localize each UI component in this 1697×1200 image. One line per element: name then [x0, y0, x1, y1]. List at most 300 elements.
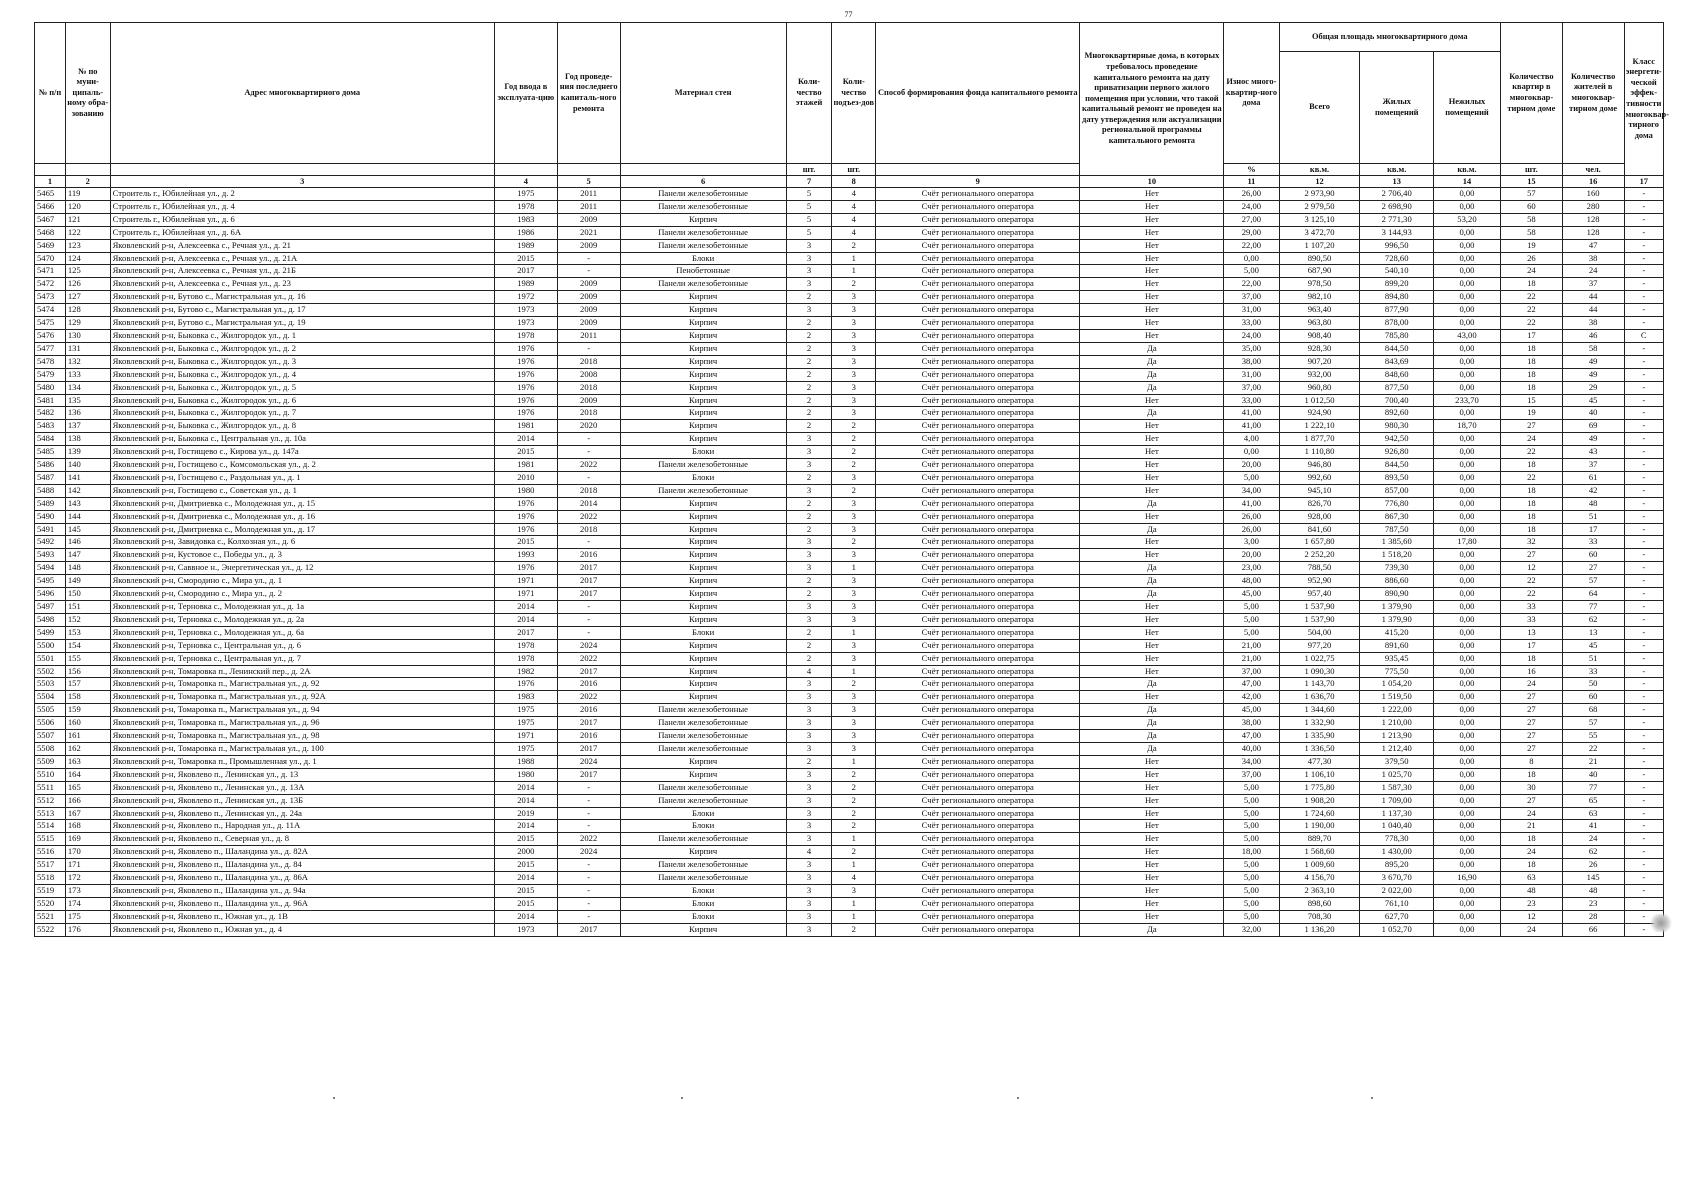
cell-floors: 3 [786, 252, 832, 265]
cell-area-nonliving: 0,00 [1433, 717, 1500, 730]
cell-energy-class: - [1624, 872, 1664, 885]
cell-floors: 3 [786, 265, 832, 278]
cell-year-built: 2014 [494, 433, 557, 446]
cell-address: Яковлевский р-н, Гостищево с., Советская ул., д. 1 [110, 484, 494, 497]
cell-address: Яковлевский р-н, Гостищево с., Раздольная ул., д. 1 [110, 471, 494, 484]
cell-area-total: 960,80 [1279, 381, 1360, 394]
cell-address: Яковлевский р-н, Быковка с., Жилгородок ул., д. 2 [110, 342, 494, 355]
cell-fund-method: Счёт регионального оператора [876, 884, 1080, 897]
cell-entrances: 2 [832, 820, 876, 833]
cell-year-repair: 2024 [557, 639, 620, 652]
cell-fund-method: Счёт регионального оператора [876, 549, 1080, 562]
cell-privatization-repair: Нет [1080, 626, 1224, 639]
cell-entrances: 3 [832, 691, 876, 704]
table-row [35, 872, 1664, 885]
cell-address: Яковлевский р-н, Быковка с., Жилгородок ул., д. 1 [110, 329, 494, 342]
cell-mun-number: 162 [65, 742, 110, 755]
cell-year-built: 1976 [494, 407, 557, 420]
cell-area-living: 892,60 [1360, 407, 1433, 420]
cell-mun-number: 139 [65, 446, 110, 459]
cell-residents: 47 [1562, 239, 1624, 252]
cell-fund-method: Счёт регионального оператора [876, 342, 1080, 355]
cell-residents: 38 [1562, 317, 1624, 330]
cell-area-living: 1 212,40 [1360, 742, 1433, 755]
cell-year-repair: 2008 [557, 368, 620, 381]
cell-mun-number: 143 [65, 497, 110, 510]
cell-energy-class: - [1624, 188, 1664, 201]
cell-address: Яковлевский р-н, Завидовка с., Колхозная ул., д. 6 [110, 536, 494, 549]
cell-floors: 2 [786, 575, 832, 588]
cell-wear-percent: 5,00 [1224, 910, 1279, 923]
cell-address: Яковлевский р-н, Дмитриевка с., Молодежная ул., д. 15 [110, 497, 494, 510]
cell-apartments: 18 [1501, 497, 1563, 510]
cell-area-living: 926,80 [1360, 446, 1433, 459]
cell-floors: 3 [786, 730, 832, 743]
cell-wall-material: Панели железобетонные [620, 781, 786, 794]
cell-floors: 5 [786, 200, 832, 213]
cell-area-total: 3 472,70 [1279, 226, 1360, 239]
cell-entrances: 2 [832, 923, 876, 936]
cell-wear-percent: 37,00 [1224, 768, 1279, 781]
cell-privatization-repair: Нет [1080, 691, 1224, 704]
cell-year-repair: 2016 [557, 704, 620, 717]
table-row [35, 265, 1664, 278]
cell-address: Яковлевский р-н, Томаровка п., Магистральная ул., д. 92 [110, 678, 494, 691]
cell-wear-percent: 5,00 [1224, 807, 1279, 820]
cell-year-built: 1975 [494, 188, 557, 201]
table-row [35, 794, 1664, 807]
cell-floors: 3 [786, 536, 832, 549]
cell-residents: 37 [1562, 278, 1624, 291]
cell-energy-class: - [1624, 368, 1664, 381]
cell-area-living: 886,60 [1360, 575, 1433, 588]
cell-entrances: 1 [832, 897, 876, 910]
cell-area-nonliving: 0,00 [1433, 562, 1500, 575]
cell-wear-percent: 22,00 [1224, 278, 1279, 291]
cell-row-index: 5510 [35, 768, 66, 781]
cell-area-total: 978,50 [1279, 278, 1360, 291]
table-row [35, 381, 1664, 394]
cell-area-living: 778,30 [1360, 833, 1433, 846]
cell-area-nonliving: 0,00 [1433, 433, 1500, 446]
cell-year-built: 1976 [494, 381, 557, 394]
cell-year-repair: 2017 [557, 742, 620, 755]
scan-speck [1371, 1097, 1373, 1099]
cell-row-index: 5468 [35, 226, 66, 239]
cell-row-index: 5500 [35, 639, 66, 652]
cell-address: Строитель г., Юбилейная ул., д. 2 [110, 188, 494, 201]
cell-year-built: 1975 [494, 717, 557, 730]
table-row [35, 601, 1664, 614]
cell-wall-material: Кирпич [620, 639, 786, 652]
cell-address: Яковлевский р-н, Яковлево п., Ленинская ул., д. 13Б [110, 794, 494, 807]
cell-privatization-repair: Нет [1080, 781, 1224, 794]
cell-entrances: 2 [832, 768, 876, 781]
unit-area-total: кв.м. [1279, 164, 1360, 176]
cell-residents: 40 [1562, 768, 1624, 781]
cell-wear-percent: 27,00 [1224, 213, 1279, 226]
cell-entrances: 2 [832, 781, 876, 794]
cell-area-total: 3 125,10 [1279, 213, 1360, 226]
table-row [35, 394, 1664, 407]
cell-entrances: 3 [832, 329, 876, 342]
cell-energy-class: - [1624, 755, 1664, 768]
cell-floors: 3 [786, 820, 832, 833]
cell-floors: 2 [786, 329, 832, 342]
cell-area-nonliving: 0,00 [1433, 755, 1500, 768]
cell-year-built: 1983 [494, 213, 557, 226]
cell-floors: 2 [786, 652, 832, 665]
cell-year-built: 1978 [494, 652, 557, 665]
cell-floors: 2 [786, 497, 832, 510]
cell-apartments: 18 [1501, 768, 1563, 781]
cell-apartments: 27 [1501, 730, 1563, 743]
cell-area-living: 942,50 [1360, 433, 1433, 446]
cell-residents: 48 [1562, 497, 1624, 510]
table-row [35, 368, 1664, 381]
table-row [35, 239, 1664, 252]
cell-address: Яковлевский р-н, Терновка с., Центральная ул., д. 6 [110, 639, 494, 652]
cell-floors: 3 [786, 446, 832, 459]
cell-fund-method: Счёт регионального оператора [876, 510, 1080, 523]
cell-fund-method: Счёт регионального оператора [876, 755, 1080, 768]
cell-address: Строитель г., Юбилейная ул., д. 4 [110, 200, 494, 213]
cell-address: Яковлевский р-н, Томаровка п., Магистральная ул., д. 92А [110, 691, 494, 704]
cell-wall-material: Кирпич [620, 613, 786, 626]
cell-energy-class: - [1624, 265, 1664, 278]
cell-area-nonliving: 0,00 [1433, 665, 1500, 678]
table-body [35, 188, 1664, 937]
cell-privatization-repair: Нет [1080, 768, 1224, 781]
unit-entrances: шт. [832, 164, 876, 176]
cell-area-total: 963,80 [1279, 317, 1360, 330]
cell-year-repair: - [557, 601, 620, 614]
cell-privatization-repair: Нет [1080, 239, 1224, 252]
cell-apartments: 48 [1501, 884, 1563, 897]
cell-area-total: 1 110,80 [1279, 446, 1360, 459]
cell-mun-number: 128 [65, 304, 110, 317]
cell-mun-number: 133 [65, 368, 110, 381]
table-row [35, 433, 1664, 446]
cell-area-living: 1 519,50 [1360, 691, 1433, 704]
cell-privatization-repair: Да [1080, 730, 1224, 743]
cell-mun-number: 176 [65, 923, 110, 936]
cell-area-living: 1 379,90 [1360, 613, 1433, 626]
cell-area-total: 977,20 [1279, 639, 1360, 652]
cell-year-built: 1981 [494, 459, 557, 472]
cell-area-living: 379,50 [1360, 755, 1433, 768]
cell-area-nonliving: 0,00 [1433, 575, 1500, 588]
cell-wall-material: Блоки [620, 897, 786, 910]
cell-area-total: 963,40 [1279, 304, 1360, 317]
table-row [35, 923, 1664, 936]
cell-year-built: 1976 [494, 355, 557, 368]
cell-residents: 145 [1562, 872, 1624, 885]
cell-mun-number: 149 [65, 575, 110, 588]
scan-smudge [1648, 914, 1674, 932]
cell-wall-material: Кирпич [620, 575, 786, 588]
cell-energy-class: - [1624, 678, 1664, 691]
cell-row-index: 5474 [35, 304, 66, 317]
cell-wall-material: Кирпич [620, 355, 786, 368]
cell-entrances: 3 [832, 717, 876, 730]
cell-privatization-repair: Нет [1080, 665, 1224, 678]
cell-area-nonliving: 0,00 [1433, 730, 1500, 743]
cell-year-repair: 2009 [557, 304, 620, 317]
cell-area-nonliving: 0,00 [1433, 897, 1500, 910]
cell-fund-method: Счёт регионального оператора [876, 252, 1080, 265]
cell-year-built: 2014 [494, 613, 557, 626]
cell-area-total: 1 344,60 [1279, 704, 1360, 717]
cell-address: Яковлевский р-н, Быковка с., Центральная ул., д. 10а [110, 433, 494, 446]
cell-area-nonliving: 0,00 [1433, 588, 1500, 601]
cell-area-nonliving: 0,00 [1433, 200, 1500, 213]
cell-area-nonliving: 0,00 [1433, 484, 1500, 497]
cell-fund-method: Счёт регионального оператора [876, 639, 1080, 652]
column-number: 11 [1224, 176, 1279, 188]
cell-year-repair: 2022 [557, 691, 620, 704]
cell-wear-percent: 5,00 [1224, 872, 1279, 885]
cell-wall-material: Кирпич [620, 549, 786, 562]
cell-privatization-repair: Да [1080, 562, 1224, 575]
cell-area-nonliving: 0,00 [1433, 497, 1500, 510]
cell-area-nonliving: 0,00 [1433, 381, 1500, 394]
unit-floors: шт. [786, 164, 832, 176]
cell-mun-number: 150 [65, 588, 110, 601]
cell-floors: 3 [786, 833, 832, 846]
cell-area-living: 776,80 [1360, 497, 1433, 510]
cell-mun-number: 125 [65, 265, 110, 278]
cell-year-repair: - [557, 884, 620, 897]
cell-year-repair: 2018 [557, 523, 620, 536]
cell-apartments: 18 [1501, 833, 1563, 846]
cell-fund-method: Счёт регионального оператора [876, 872, 1080, 885]
cell-area-total: 1 537,90 [1279, 601, 1360, 614]
cell-year-repair: 2022 [557, 459, 620, 472]
cell-area-living: 627,70 [1360, 910, 1433, 923]
cell-fund-method: Счёт регионального оператора [876, 368, 1080, 381]
cell-entrances: 1 [832, 665, 876, 678]
cell-floors: 2 [786, 626, 832, 639]
cell-wall-material: Панели железобетонные [620, 704, 786, 717]
cell-area-total: 2 252,20 [1279, 549, 1360, 562]
cell-area-nonliving: 0,00 [1433, 317, 1500, 330]
cell-wear-percent: 32,00 [1224, 923, 1279, 936]
cell-area-nonliving: 0,00 [1433, 613, 1500, 626]
cell-mun-number: 141 [65, 471, 110, 484]
cell-fund-method: Счёт регионального оператора [876, 613, 1080, 626]
cell-wall-material: Кирпич [620, 407, 786, 420]
cell-wear-percent: 29,00 [1224, 226, 1279, 239]
cell-residents: 65 [1562, 794, 1624, 807]
cell-residents: 33 [1562, 536, 1624, 549]
cell-wall-material: Панели железобетонные [620, 833, 786, 846]
cell-mun-number: 126 [65, 278, 110, 291]
cell-entrances: 3 [832, 704, 876, 717]
cell-year-built: 1973 [494, 923, 557, 936]
cell-row-index: 5492 [35, 536, 66, 549]
cell-area-living: 1 213,90 [1360, 730, 1433, 743]
table-row [35, 833, 1664, 846]
cell-row-index: 5479 [35, 368, 66, 381]
cell-mun-number: 168 [65, 820, 110, 833]
cell-mun-number: 173 [65, 884, 110, 897]
cell-wear-percent: 5,00 [1224, 781, 1279, 794]
cell-energy-class: C [1624, 329, 1664, 342]
cell-mun-number: 155 [65, 652, 110, 665]
cell-entrances: 3 [832, 652, 876, 665]
cell-residents: 50 [1562, 678, 1624, 691]
table-row [35, 407, 1664, 420]
cell-area-nonliving: 0,00 [1433, 355, 1500, 368]
cell-apartments: 24 [1501, 846, 1563, 859]
cell-fund-method: Счёт регионального оператора [876, 807, 1080, 820]
cell-address: Яковлевский р-н, Яковлево п., Шаландина ул., д. 82А [110, 846, 494, 859]
column-number: 6 [620, 176, 786, 188]
cell-fund-method: Счёт регионального оператора [876, 923, 1080, 936]
cell-mun-number: 151 [65, 601, 110, 614]
cell-year-repair: 2009 [557, 291, 620, 304]
unit-cell [494, 164, 557, 176]
table-row [35, 252, 1664, 265]
cell-area-living: 1 587,30 [1360, 781, 1433, 794]
cell-address: Яковлевский р-н, Терновка с., Центральная ул., д. 7 [110, 652, 494, 665]
cell-year-built: 2015 [494, 252, 557, 265]
cell-privatization-repair: Да [1080, 381, 1224, 394]
table-row [35, 329, 1664, 342]
cell-privatization-repair: Нет [1080, 549, 1224, 562]
cell-apartments: 17 [1501, 329, 1563, 342]
cell-fund-method: Счёт регионального оператора [876, 588, 1080, 601]
cell-area-total: 946,80 [1279, 459, 1360, 472]
cell-area-total: 945,10 [1279, 484, 1360, 497]
cell-year-built: 1993 [494, 549, 557, 562]
cell-fund-method: Счёт регионального оператора [876, 278, 1080, 291]
cell-energy-class: - [1624, 626, 1664, 639]
cell-mun-number: 123 [65, 239, 110, 252]
cell-residents: 160 [1562, 188, 1624, 201]
cell-year-built: 2014 [494, 601, 557, 614]
cell-apartments: 27 [1501, 549, 1563, 562]
cell-address: Яковлевский р-н, Дмитриевка с., Молодежная ул., д. 17 [110, 523, 494, 536]
cell-residents: 24 [1562, 833, 1624, 846]
cell-energy-class: - [1624, 742, 1664, 755]
cell-area-living: 728,60 [1360, 252, 1433, 265]
cell-area-living: 895,20 [1360, 859, 1433, 872]
cell-apartments: 21 [1501, 820, 1563, 833]
table-row [35, 626, 1664, 639]
cell-privatization-repair: Нет [1080, 433, 1224, 446]
cell-floors: 2 [786, 510, 832, 523]
cell-energy-class: - [1624, 575, 1664, 588]
cell-residents: 42 [1562, 484, 1624, 497]
cell-row-index: 5491 [35, 523, 66, 536]
table-row [35, 484, 1664, 497]
cell-apartments: 13 [1501, 626, 1563, 639]
cell-year-repair: - [557, 446, 620, 459]
cell-area-nonliving: 0,00 [1433, 678, 1500, 691]
table-row [35, 355, 1664, 368]
cell-area-total: 1 537,90 [1279, 613, 1360, 626]
cell-privatization-repair: Да [1080, 717, 1224, 730]
cell-fund-method: Счёт регионального оператора [876, 575, 1080, 588]
cell-address: Строитель г., Юбилейная ул., д. 6А [110, 226, 494, 239]
cell-fund-method: Счёт регионального оператора [876, 910, 1080, 923]
cell-wall-material: Блоки [620, 626, 786, 639]
cell-residents: 44 [1562, 291, 1624, 304]
table-row [35, 446, 1664, 459]
cell-entrances: 3 [832, 304, 876, 317]
cell-row-index: 5488 [35, 484, 66, 497]
cell-area-nonliving: 0,00 [1433, 226, 1500, 239]
cell-year-repair: 2009 [557, 394, 620, 407]
cell-residents: 43 [1562, 446, 1624, 459]
cell-address: Яковлевский р-н, Алексеевка с., Речная ул., д. 23 [110, 278, 494, 291]
cell-privatization-repair: Нет [1080, 510, 1224, 523]
cell-area-nonliving: 0,00 [1433, 639, 1500, 652]
cell-apartments: 24 [1501, 807, 1563, 820]
cell-mun-number: 156 [65, 665, 110, 678]
cell-row-index: 5517 [35, 859, 66, 872]
cell-year-built: 1971 [494, 588, 557, 601]
col-header-privat: Многоквартирные дома, в которых требовалось проведение капитального ремонта на дату приватизации первого жилого помещения при условии, что такой капитальный ремонт не проведен на дату утверждения или актуализации региональной программы капитального ремонта [1080, 23, 1224, 176]
cell-wear-percent: 33,00 [1224, 317, 1279, 330]
cell-residents: 28 [1562, 910, 1624, 923]
cell-fund-method: Счёт регионального оператора [876, 446, 1080, 459]
cell-row-index: 5512 [35, 794, 66, 807]
cell-residents: 69 [1562, 420, 1624, 433]
cell-area-living: 1 518,20 [1360, 549, 1433, 562]
cell-year-repair: 2017 [557, 717, 620, 730]
cell-energy-class: - [1624, 433, 1664, 446]
cell-apartments: 8 [1501, 755, 1563, 768]
cell-floors: 3 [786, 691, 832, 704]
cell-apartments: 58 [1501, 226, 1563, 239]
column-number: 17 [1624, 176, 1664, 188]
table-row [35, 846, 1664, 859]
cell-address: Яковлевский р-н, Яковлево п., Ленинская ул., д. 24а [110, 807, 494, 820]
cell-year-built: 2015 [494, 833, 557, 846]
cell-energy-class: - [1624, 588, 1664, 601]
cell-address: Яковлевский р-н, Алексеевка с., Речная ул., д. 21А [110, 252, 494, 265]
cell-wall-material: Кирпич [620, 755, 786, 768]
cell-mun-number: 138 [65, 433, 110, 446]
cell-wall-material: Блоки [620, 446, 786, 459]
cell-wear-percent: 42,00 [1224, 691, 1279, 704]
cell-area-living: 1 222,00 [1360, 704, 1433, 717]
cell-area-total: 687,90 [1279, 265, 1360, 278]
cell-privatization-repair: Нет [1080, 755, 1224, 768]
cell-energy-class: - [1624, 510, 1664, 523]
cell-area-living: 1 430,00 [1360, 846, 1433, 859]
cell-row-index: 5520 [35, 897, 66, 910]
cell-area-living: 1 210,00 [1360, 717, 1433, 730]
cell-privatization-repair: Нет [1080, 601, 1224, 614]
table-row [35, 755, 1664, 768]
cell-year-built: 2017 [494, 265, 557, 278]
cell-apartments: 24 [1501, 678, 1563, 691]
cell-wall-material: Кирпич [620, 691, 786, 704]
cell-area-nonliving: 0,00 [1433, 523, 1500, 536]
cell-entrances: 2 [832, 678, 876, 691]
cell-wear-percent: 5,00 [1224, 820, 1279, 833]
table-row [35, 717, 1664, 730]
cell-year-built: 2015 [494, 884, 557, 897]
cell-year-repair: 2017 [557, 562, 620, 575]
cell-wear-percent: 45,00 [1224, 704, 1279, 717]
cell-row-index: 5499 [35, 626, 66, 639]
cell-area-total: 2 973,90 [1279, 188, 1360, 201]
